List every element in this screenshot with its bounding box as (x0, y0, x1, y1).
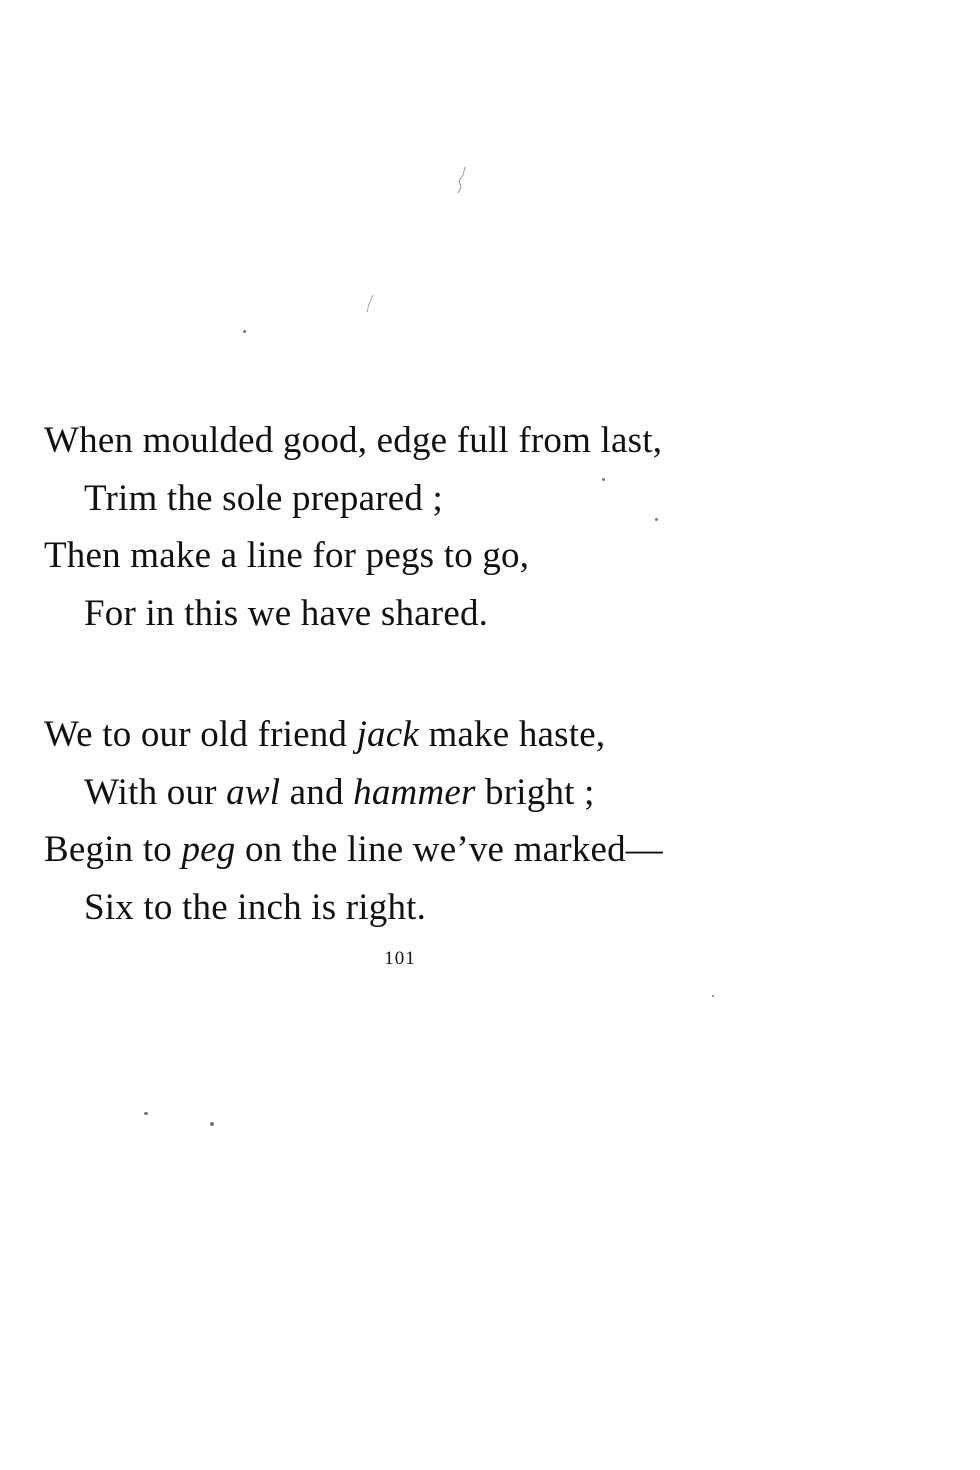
poem-line (44, 764, 844, 822)
line-text: make haste, (419, 714, 606, 755)
scan-speck (243, 330, 246, 333)
poem-line (44, 412, 844, 470)
poem-line (44, 585, 844, 643)
poem-line (44, 527, 844, 585)
line-text: Then make a line for pegs to go, (44, 535, 530, 576)
line-text: on the line we’ve marked— (235, 829, 663, 870)
scan-smudge-mark (455, 165, 469, 195)
poem-line (44, 821, 844, 879)
scan-speck (144, 1112, 148, 1115)
line-text: With our (84, 771, 227, 813)
scan-smudge-mark (362, 292, 376, 322)
line-text: When moulded good, edge full from last, (44, 420, 663, 461)
line-text: bright ; (475, 771, 595, 813)
page-number: 101 (384, 948, 416, 969)
poem-stanza-2 (44, 706, 844, 936)
italic-word: jack (356, 714, 419, 755)
poem-line (44, 706, 844, 764)
line-text: For in this we have shared. (84, 592, 489, 634)
line-text: Trim the sole prepared ; (84, 477, 443, 519)
poem-line (44, 879, 844, 937)
italic-word: hammer (353, 771, 476, 813)
line-text: We to our old friend (44, 714, 357, 755)
poem-stanza-1 (44, 412, 844, 642)
poem-line (44, 470, 844, 528)
scan-speck (712, 995, 714, 997)
line-text: Six to the inch is right. (84, 886, 427, 928)
line-text: Begin to (44, 829, 182, 870)
scan-speck (210, 1122, 214, 1126)
italic-word: peg (181, 829, 236, 870)
line-text: and (280, 771, 354, 813)
italic-word: awl (226, 771, 281, 813)
